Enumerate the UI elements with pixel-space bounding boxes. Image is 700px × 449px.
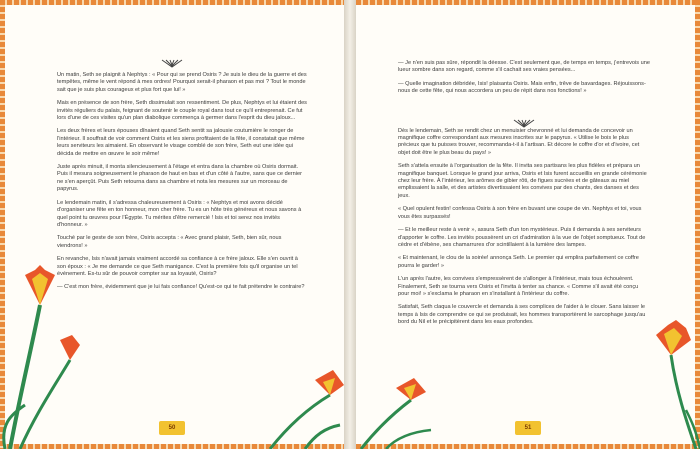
paragraph: Satisfait, Seth claqua le couvercle et demanda à ses complices de l'aider à le clouer. Sans laisser le temps à Isis de comprendre ce qui se produisait, les hommes transportèrent le sarcophage jusqu'au bord du Nil et le précipitèrent dans les eaux profondes. <box>398 304 646 326</box>
paragraph: « Et maintenant, le clou de la soirée! annonça Seth. Le premier qui emplira parfaitement ce coffre pourra le garder! » <box>398 255 639 269</box>
page-number: 51 <box>515 421 541 435</box>
paragraph: — Je n'en suis pas sûre, répondit la déesse. C'est seulement que, de temps en temps, j'entrevois une lueur sombre dans son regard, comme s'il cachait ses vraies pensées... <box>398 60 650 74</box>
paragraph: Les deux frères et leurs épouses dînaient quand Seth sentit sa jalousie coutumière le ronger de l'intérieur. Il souffrait de voir comment Osiris et les siens profitaient de la fête, il constatait que même leurs serviteurs les aimaient. En observant le visage comblé de son frère, Seth eut une idée qui décida de mettre en œuvre le soir même! <box>57 128 305 157</box>
paragraph: « Quel opulent festin! confessa Osiris à son frère en buvant une coupe de vin. Nephtys et toi, vous vous êtes surpassés! <box>398 206 642 220</box>
top-border <box>0 0 344 5</box>
paragraph: Touché par le geste de son frère, Osiris accepta : « Avec grand plaisir, Seth, bien sûr, nous viendrons! » <box>57 235 282 249</box>
paragraph: — C'est mon frère, évidemment que je lui fais confiance! Qu'est-ce qui te fait prétendre le contraire? <box>57 284 305 291</box>
paragraph: Juste après minuit, il monta silencieusement à l'étage et entra dans la chambre où Osiris dormait. Puis il mesura soigneusement le pharaon de haut en bas et d'un côté à l'autre, sans que ce dernier ne s'en aperçût. Puis Seth retourna dans sa chambre et nota les mesures sur un morceau de papyrus. <box>57 164 302 193</box>
papyrus-flower-icon <box>255 370 344 449</box>
papyrus-flower-icon <box>646 320 700 449</box>
paragraph: Un matin, Seth se plaignit à Nephtys : « Pour qui se prend Osiris ? Je suis le dieu de la guerre et des tempêtes, même le vent répond à mes ordres! Pourquoi serait-il pharaon et pas moi ? Tout le monde sait que je suis plus courageux et plus fort que lui! » <box>57 72 307 93</box>
paragraph: — Quelle imagination débridée, Isis! plaisanta Osiris. Mais enfin, trêve de bavardages. Réjouissons-nous de cette fête, qui nous accordera un peu de répit dans nos fonctions! » <box>398 80 646 95</box>
paragraph: — Et le meilleur reste à venir », assura Seth d'un ton mystérieux. Puis il demanda à ses serviteurs d'apporter le coffre. Les invités poussèrent un cri d'admiration à la vue de l'objet somptueux. Tout de cèdre et d'ébène, ses chamarrures d'or scintillaient à la lumière des lampes. <box>398 227 646 248</box>
lotus-ornament-icon <box>160 58 184 68</box>
page-number: 50 <box>159 421 185 435</box>
right-page-text <box>398 60 650 333</box>
paragraph: Seth s'attela ensuite à l'organisation de la fête. Il invita ses partisans les plus fidèles et prépara un magnifique banquet. Lorsque le grand jour arriva, Osiris et Isis furent accueillis en grande cérémonie chez leur frère. À l'intérieur, les arômes de gibier rôti, de figues sucrées et de gâteaux au miel emplissaient la salle, et des artistes divertissaient les convives par des chants, des danses et des jeux. <box>398 163 647 199</box>
papyrus-flower-icon <box>0 265 80 449</box>
paragraph: En revanche, Isis n'avait jamais vraiment accordé sa confiance à ce frère jaloux. Elle s'en ouvrit à son époux : « Je me demande ce que Seth manigance. C'est la première fois qu'il organise un tel événement. Es-tu sûr de pouvoir compter sur sa loyauté, Osiris? <box>57 256 298 277</box>
left-page-text <box>57 72 307 298</box>
paragraph: Le lendemain matin, il s'adressa chaleureusement à Osiris : « Nephtys et moi avons décidé d'organiser une fête en ton honneur, mon cher frère. Tu es un hôte très généreux et nous savons à quel point tu œuvres pour l'Égypte. Tu mérites d'être remercié ! Isis et toi serez nos invités d'honneur. » <box>57 199 302 228</box>
paragraph: Mais en présence de son frère, Seth dissimulait son ressentiment. De plus, Nephtys et lui étaient des invités réguliers du palais, feignant de soutenir le couple royal dans tout ce qu'il entreprenait. Ce fut lors d'une de ces visites qu'un plan diabolique commença à germer dans l'esprit du dieu jaloux... <box>57 100 307 122</box>
book-gutter <box>344 0 356 449</box>
left-page <box>0 0 344 449</box>
paragraph: Dès le lendemain, Seth se rendit chez un menuisier chevronné et lui demanda de concevoir un magnifique coffre correspondant aux mesures inscrites sur le papyrus. « Utilise le bois le plus précieux que tu puisses trouver, recommanda-t-il à l'artisan. Et décore le coffre d'or et d'ivoire, cet objet doit être le plus beau du pays! » <box>398 127 640 156</box>
paragraph: L'un après l'autre, les convives s'empressèrent de s'allonger à l'intérieur, mais tous échouèrent. Finalement, Seth se tourna vers Osiris et l'invita à tenter sa chance. « Comme s'il avait été conçu pour moi! » s'exclama le pharaon en s'installant à l'intérieur du coffre. <box>398 276 639 297</box>
top-border <box>356 0 700 5</box>
papyrus-flower-icon <box>356 370 436 449</box>
right-page <box>356 0 700 449</box>
